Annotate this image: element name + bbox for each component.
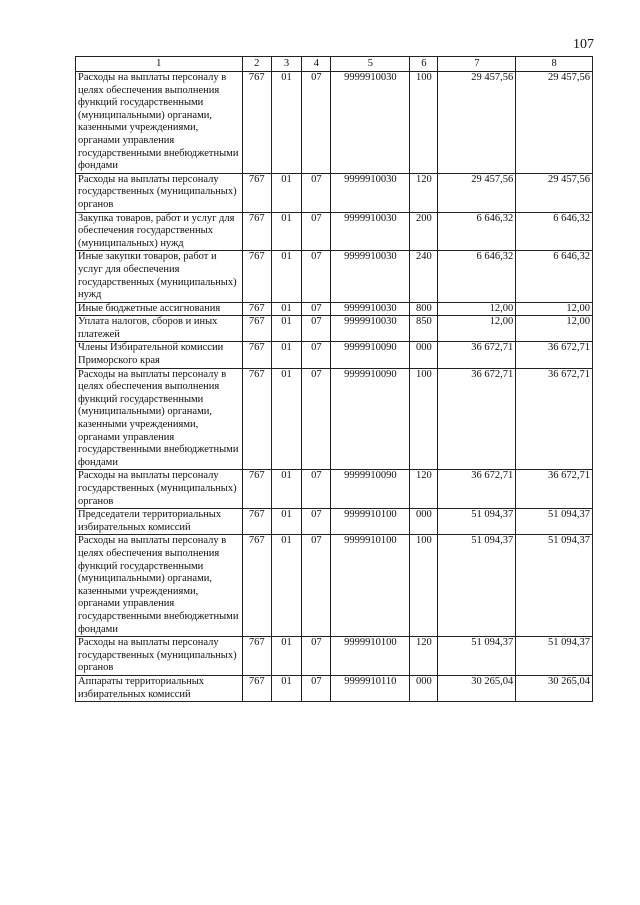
row-target-article: 9999910090 [331,342,410,368]
row-amount-1: 6 646,32 [438,251,516,302]
header-cell-section: 3 [271,57,301,72]
row-name: Расходы на выплаты персоналу государственных (муниципальных) органов [76,637,243,676]
row-name: Иные закупки товаров, работ и услуг для обеспечения государственных (муниципальных) нужд [76,251,243,302]
table-row [76,470,593,509]
row-subsection-code: 07 [302,675,331,701]
row-target-article: 9999910030 [331,302,410,316]
row-amount-2: 51 094,37 [516,535,593,637]
budget-table [75,56,593,702]
row-target-article: 9999910100 [331,535,410,637]
row-department-code: 767 [242,535,271,637]
row-department-code: 767 [242,470,271,509]
row-name: Члены Избирательной комиссии Приморского края [76,342,243,368]
table-row [76,251,593,302]
row-department-code: 767 [242,251,271,302]
table-row [76,302,593,316]
header-cell-subsection: 4 [302,57,331,72]
header-row [76,57,593,72]
row-subsection-code: 07 [302,72,331,174]
row-amount-1: 36 672,71 [438,368,516,470]
row-target-article: 9999910030 [331,72,410,174]
header-cell-department: 2 [242,57,271,72]
row-section-code: 01 [271,535,301,637]
header-cell-amount-2: 8 [516,57,593,72]
row-target-article: 9999910030 [331,173,410,212]
table-row [76,72,593,174]
row-department-code: 767 [242,675,271,701]
header-cell-name: 1 [76,57,243,72]
row-name: Расходы на выплаты персоналу государственных (муниципальных) органов [76,470,243,509]
table-row [76,535,593,637]
row-target-article: 9999910090 [331,470,410,509]
row-subsection-code: 07 [302,509,331,535]
row-subsection-code: 07 [302,212,331,251]
row-section-code: 01 [271,316,301,342]
row-amount-1: 51 094,37 [438,535,516,637]
row-amount-2: 12,00 [516,302,593,316]
row-amount-1: 12,00 [438,316,516,342]
row-amount-2: 29 457,56 [516,173,593,212]
row-amount-1: 29 457,56 [438,173,516,212]
row-target-article: 9999910030 [331,316,410,342]
row-expense-type: 800 [410,302,438,316]
row-amount-2: 6 646,32 [516,251,593,302]
row-subsection-code: 07 [302,316,331,342]
row-amount-2: 51 094,37 [516,637,593,676]
row-name: Аппараты территориальных избирательных комиссий [76,675,243,701]
row-expense-type: 000 [410,675,438,701]
row-amount-1: 30 265,04 [438,675,516,701]
row-amount-2: 29 457,56 [516,72,593,174]
row-expense-type: 100 [410,72,438,174]
row-expense-type: 200 [410,212,438,251]
row-amount-1: 29 457,56 [438,72,516,174]
row-subsection-code: 07 [302,470,331,509]
row-name: Расходы на выплаты персоналу государственных (муниципальных) органов [76,173,243,212]
row-expense-type: 240 [410,251,438,302]
row-name: Закупка товаров, работ и услуг для обеспечения государственных (муниципальных) нужд [76,212,243,251]
row-expense-type: 120 [410,637,438,676]
row-amount-1: 36 672,71 [438,470,516,509]
row-amount-1: 51 094,37 [438,509,516,535]
row-amount-1: 51 094,37 [438,637,516,676]
table-row [76,212,593,251]
table-row [76,637,593,676]
row-amount-2: 36 672,71 [516,342,593,368]
row-section-code: 01 [271,251,301,302]
row-target-article: 9999910110 [331,675,410,701]
row-subsection-code: 07 [302,368,331,470]
row-name: Уплата налогов, сборов и иных платежей [76,316,243,342]
row-section-code: 01 [271,637,301,676]
row-name: Расходы на выплаты персоналу в целях обеспечения выполнения функций государственными (муниципальными) органами, казенными учреждениями, органами управления государственными внебюджетными фондами [76,535,243,637]
row-amount-1: 12,00 [438,302,516,316]
row-expense-type: 100 [410,535,438,637]
table-row [76,675,593,701]
row-expense-type: 120 [410,470,438,509]
row-name: Иные бюджетные ассигнования [76,302,243,316]
row-amount-2: 30 265,04 [516,675,593,701]
row-department-code: 767 [242,302,271,316]
table-row [76,509,593,535]
row-amount-2: 36 672,71 [516,470,593,509]
row-name: Председатели территориальных избирательных комиссий [76,509,243,535]
row-subsection-code: 07 [302,535,331,637]
row-name: Расходы на выплаты персоналу в целях обеспечения выполнения функций государственными (муниципальными) органами, казенными учреждениями, органами управления государственными внебюджетными фондами [76,368,243,470]
row-section-code: 01 [271,675,301,701]
row-subsection-code: 07 [302,173,331,212]
header-cell-amount-1: 7 [438,57,516,72]
row-name: Расходы на выплаты персоналу в целях обеспечения выполнения функций государственными (муниципальными) органами, казенными учреждениями, органами управления государственными внебюджетными фондами [76,72,243,174]
row-subsection-code: 07 [302,342,331,368]
row-expense-type: 000 [410,509,438,535]
row-expense-type: 850 [410,316,438,342]
row-department-code: 767 [242,72,271,174]
row-subsection-code: 07 [302,637,331,676]
row-amount-2: 12,00 [516,316,593,342]
row-amount-1: 36 672,71 [438,342,516,368]
row-target-article: 9999910030 [331,251,410,302]
row-target-article: 9999910100 [331,509,410,535]
row-subsection-code: 07 [302,251,331,302]
row-department-code: 767 [242,368,271,470]
header-cell-expense-type: 6 [410,57,438,72]
row-target-article: 9999910030 [331,212,410,251]
row-department-code: 767 [242,173,271,212]
row-amount-2: 36 672,71 [516,368,593,470]
row-section-code: 01 [271,212,301,251]
row-department-code: 767 [242,316,271,342]
table-row [76,342,593,368]
header-cell-target-article: 5 [331,57,410,72]
table-row [76,368,593,470]
row-department-code: 767 [242,212,271,251]
row-section-code: 01 [271,173,301,212]
row-department-code: 767 [242,637,271,676]
row-section-code: 01 [271,302,301,316]
row-department-code: 767 [242,342,271,368]
row-expense-type: 120 [410,173,438,212]
row-section-code: 01 [271,72,301,174]
row-target-article: 9999910100 [331,637,410,676]
page-number: 107 [573,37,594,52]
row-section-code: 01 [271,470,301,509]
table-row [76,173,593,212]
row-expense-type: 000 [410,342,438,368]
table-row [76,316,593,342]
row-target-article: 9999910090 [331,368,410,470]
row-section-code: 01 [271,342,301,368]
row-department-code: 767 [242,509,271,535]
row-expense-type: 100 [410,368,438,470]
row-section-code: 01 [271,509,301,535]
row-amount-2: 51 094,37 [516,509,593,535]
row-subsection-code: 07 [302,302,331,316]
row-amount-1: 6 646,32 [438,212,516,251]
row-section-code: 01 [271,368,301,470]
row-amount-2: 6 646,32 [516,212,593,251]
